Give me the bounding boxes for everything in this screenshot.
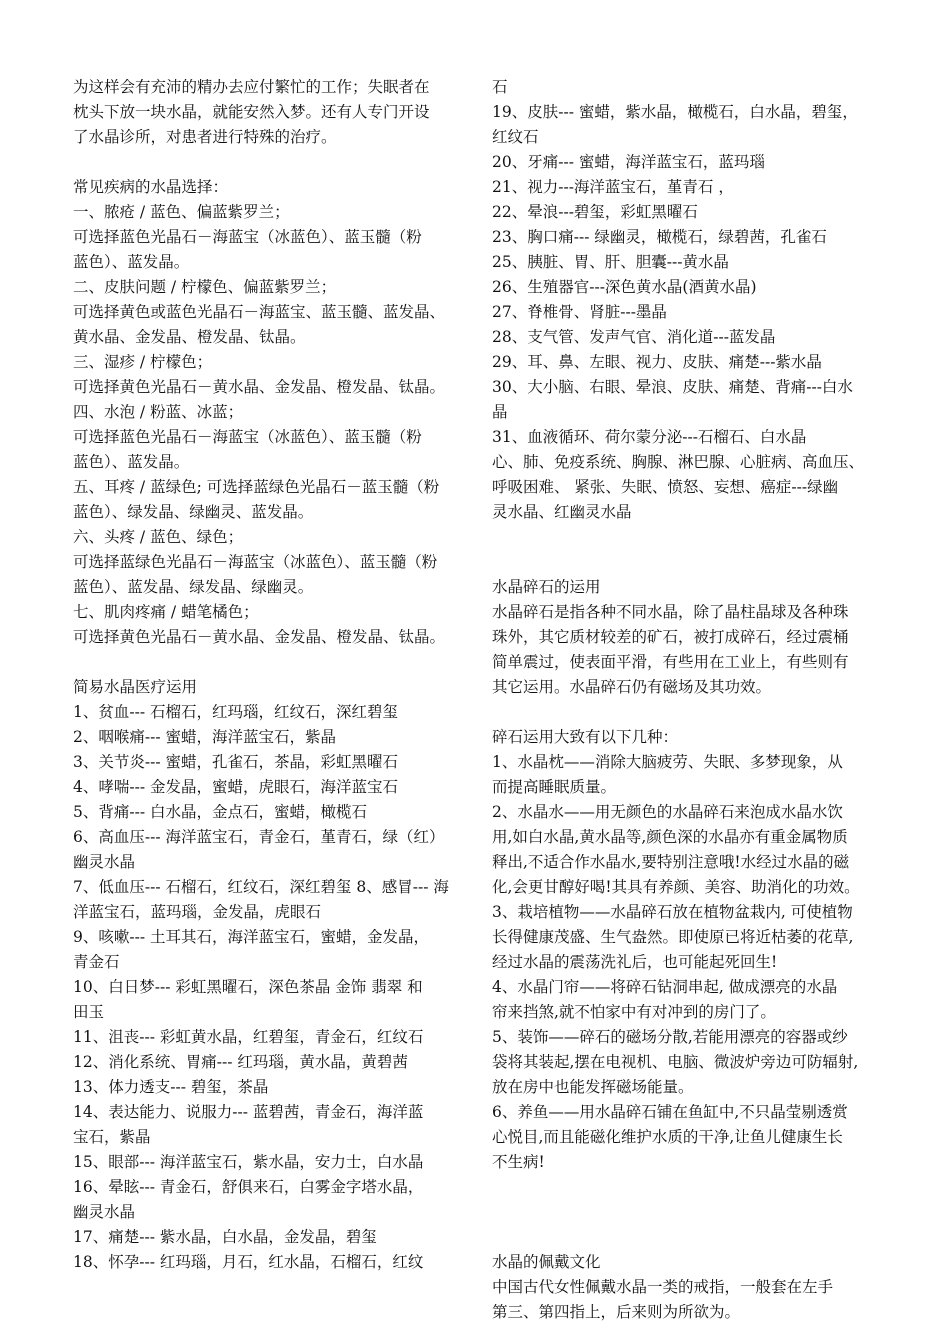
text-line: 呼吸困难、 紧张、失眠、愤怒、妄想、癌症---绿幽 [492, 478, 839, 496]
blank-line [73, 150, 463, 175]
text-line: 16、晕眩--- 青金石，舒俱来石，白雾金字塔水晶， [73, 1178, 424, 1196]
text-line: 石 [492, 78, 508, 96]
text-line: 28、支气管、发声气官、消化道---蓝发晶 [492, 328, 776, 346]
text-line: 一、脓疮 / 蓝色、偏蓝紫罗兰； [73, 203, 290, 221]
text-line: 心悦目,而且能磁化维护水质的干净,让鱼儿健康生长 [492, 1128, 843, 1146]
text-line: 放在房中也能发挥磁场能量。 [492, 1078, 694, 1096]
text-line: 黄水晶、金发晶、橙发晶、钛晶。 [73, 328, 306, 346]
text-line: 化,会更甘醇好喝!其具有养颜、美容、助消化的功效。 [492, 878, 860, 896]
text-line: 2、水晶水——用无颜色的水晶碎石来泡成水晶水饮 [492, 803, 843, 821]
text-line: 七、肌肉疼痛 / 蜡笔橘色； [73, 603, 259, 621]
blank-line [492, 1200, 884, 1225]
text-line: 长得健康茂盛、生气盎然。即使原已将近枯萎的花草, [492, 928, 854, 946]
text-line: 3、栽培植物——水晶碎石放在植物盆栽内, 可使植物 [492, 903, 853, 921]
text-line: 23、胸口痛--- 绿幽灵，橄榄石，绿碧茜，孔雀石 [492, 228, 827, 246]
text-line: 蓝色）、绿发晶、绿幽灵、蓝发晶。 [73, 503, 314, 521]
text-line: 22、晕浪---碧玺，彩虹黑曜石 [492, 203, 698, 221]
text-line: 25、胰脏、胃、肝、胆囊---黄水晶 [492, 253, 729, 271]
text-line: 27、脊椎骨、肾脏---墨晶 [492, 303, 667, 321]
text-line: 17、痛楚--- 紫水晶，白水晶，金发晶，碧玺 [73, 1228, 377, 1246]
blank-line [492, 525, 884, 550]
blank-line [492, 1225, 884, 1250]
text-line: 幽灵水晶 [73, 1203, 136, 1221]
text-line: 蓝色）、蓝发晶、绿发晶、绿幽灵。 [73, 578, 314, 596]
text-line: 30、大小脑、右眼、晕浪、皮肤、痛楚、背痛---白水 [492, 378, 853, 396]
text-line: 可选择蓝绿色光晶石－海蓝宝（冰蓝色）、蓝玉髓（粉 [73, 553, 438, 571]
text-line: 蓝色）、蓝发晶。 [73, 253, 190, 271]
text-line: 水晶碎石是指各种不同水晶，除了晶柱晶球及各种珠 [492, 603, 849, 621]
text-line: 晶 [492, 403, 508, 421]
text-line: 9、咳嗽--- 土耳其石，海洋蓝宝石，蜜蜡，金发晶， [73, 928, 430, 946]
text-line: 19、皮肤--- 蜜蜡，紫水晶，橄榄石，白水晶，碧玺， [492, 103, 858, 121]
text-line: 15、眼部--- 海洋蓝宝石，紫水晶，安力士，白水晶 [73, 1153, 424, 1171]
blank-line [492, 700, 884, 725]
text-line: 蓝色）、蓝发晶。 [73, 453, 190, 471]
text-line: 第三、第四指上，后来则为所欲为。 [492, 1303, 741, 1321]
text-line: 而提高睡眠质量。 [492, 778, 617, 796]
text-line: 5、背痛--- 白水晶，金点石，蜜蜡，橄榄石 [73, 803, 368, 821]
text-line: 21、视力---海洋蓝宝石，堇青石 ， [492, 178, 734, 196]
text-line: 中国古代女性佩戴水晶一类的戒指，一般套在左手 [492, 1278, 834, 1296]
text-line: 可选择黄色或蓝色光晶石－海蓝宝、蓝玉髓、蓝发晶、 [73, 303, 446, 321]
text-line: 心、肺、免疫系统、胸腺、淋巴腺、心脏病、高血压、 [492, 453, 865, 471]
text-line: 释出,不适合作水晶水,要特别注意哦!水经过水晶的磁 [492, 853, 850, 871]
text-line: 水晶的佩戴文化 [492, 1253, 601, 1271]
blank-line [492, 550, 884, 575]
text-line: 可选择黄色光晶石－黄水晶、金发晶、橙发晶、钛晶。 [73, 378, 446, 396]
text-line: 26、生殖器官---深色黄水晶(酒黄水晶) [492, 278, 757, 296]
text-line: 碎石运用大致有以下几种： [492, 728, 679, 746]
left-column [73, 75, 463, 1275]
text-line: 简单震过，使表面平滑，有些用在工业上，有些则有 [492, 653, 849, 671]
text-line: 31、血液循环、荷尔蒙分泌---石榴石、白水晶 [492, 428, 807, 446]
text-line: 简易水晶医疗运用 [73, 678, 198, 696]
text-line: 灵水晶、红幽灵水晶 [492, 503, 632, 521]
text-line: 珠外，其它质材较差的矿石，被打成碎石，经过震桶 [492, 628, 849, 646]
text-line: 洋蓝宝石，蓝玛瑙，金发晶，虎眼石 [73, 903, 322, 921]
text-line: 7、低血压--- 石榴石，红纹石，深红碧玺 8、感冒--- 海 [73, 878, 449, 896]
text-line: 10、白日梦--- 彩虹黑曜石，深色茶晶 金饰 翡翠 和 [73, 978, 423, 996]
text-line: 20、牙痛--- 蜜蜡，海洋蓝宝石，蓝玛瑙 [492, 153, 765, 171]
text-line: 五、耳疼 / 蓝绿色; 可选择蓝绿色光晶石－蓝玉髓（粉 [73, 478, 440, 496]
text-line: 经过水晶的震荡洗礼后，也可能起死回生! [492, 953, 778, 971]
text-line: 二、皮肤问题 / 柠檬色、偏蓝紫罗兰； [73, 278, 337, 296]
blank-line [73, 650, 463, 675]
text-line: 5、装饰——碎石的磁场分散,若能用漂亮的容器或纱 [492, 1028, 848, 1046]
text-line: 六、头疼 / 蓝色、绿色； [73, 528, 244, 546]
text-line: 不生病! [492, 1153, 545, 1171]
text-line: 常见疾病的水晶选择： [73, 178, 229, 196]
text-line: 11、沮丧--- 彩虹黄水晶，红碧玺，青金石，红纹石 [73, 1028, 424, 1046]
text-line: 宝石，紫晶 [73, 1128, 151, 1146]
text-line: 青金石 [73, 953, 120, 971]
blank-line [492, 1175, 884, 1200]
text-line: 红纹石 [492, 128, 539, 146]
text-line: 14、表达能力、说服力--- 蓝碧茜，青金石，海洋蓝 [73, 1103, 424, 1121]
text-line: 可选择蓝色光晶石－海蓝宝（冰蓝色）、蓝玉髓（粉 [73, 428, 422, 446]
text-line: 其它运用。水晶碎石仍有磁场及其功效。 [492, 678, 772, 696]
text-line: 13、体力透支--- 碧玺，茶晶 [73, 1078, 269, 1096]
text-line: 袋将其装起,摆在电视机、电脑、微波炉旁边可防辐射, [492, 1053, 859, 1071]
text-line: 可选择黄色光晶石－黄水晶、金发晶、橙发晶、钛晶。 [73, 628, 446, 646]
text-line: 用,如白水晶,黄水晶等,颜色深的水晶亦有重金属物质 [492, 828, 848, 846]
text-line: 三、湿疹 / 柠檬色； [73, 353, 213, 371]
text-line: 29、耳、鼻、左眼、视力、皮肤、痛楚---紫水晶 [492, 353, 822, 371]
text-line: 18、怀孕--- 红玛瑙，月石，红水晶，石榴石，红纹 [73, 1253, 424, 1271]
text-line: 帘来挡煞,就不怕家中有对冲到的房门了。 [492, 1003, 776, 1021]
text-line: 12、消化系统、胃痛--- 红玛瑙，黄水晶，黄碧茜 [73, 1053, 408, 1071]
text-line: 6、高血压--- 海洋蓝宝石，青金石，堇青石，绿（红） [73, 828, 445, 846]
text-line: 田玉 [73, 1003, 105, 1021]
text-line: 枕头下放一块水晶，就能安然入梦。还有人专门开设 [73, 103, 430, 121]
text-line: 1、贫血--- 石榴石，红玛瑙，红纹石，深红碧玺 [73, 703, 399, 721]
text-line: 了水晶诊所，对患者进行特殊的治疗。 [73, 128, 337, 146]
text-line: 2、咽喉痛--- 蜜蜡，海洋蓝宝石，紫晶 [73, 728, 337, 746]
text-line: 幽灵水晶 [73, 853, 136, 871]
right-column [492, 75, 884, 1325]
text-line: 四、水泡 / 粉蓝、冰蓝； [73, 403, 244, 421]
text-line: 1、水晶枕——消除大脑疲劳、失眠、多梦现象，从 [492, 753, 843, 771]
text-line: 可选择蓝色光晶石－海蓝宝（冰蓝色）、蓝玉髓（粉 [73, 228, 422, 246]
text-line: 3、关节炎--- 蜜蜡，孔雀石，茶晶，彩虹黑曜石 [73, 753, 399, 771]
text-line: 4、哮喘--- 金发晶，蜜蜡，虎眼石，海洋蓝宝石 [73, 778, 399, 796]
text-line: 6、养鱼——用水晶碎石铺在鱼缸中,不只晶莹剔透赏 [492, 1103, 848, 1121]
text-line: 4、水晶门帘——将碎石钻洞串起, 做成漂亮的水晶 [492, 978, 838, 996]
text-line: 水晶碎石的运用 [492, 578, 601, 596]
text-line: 为这样会有充沛的精办去应付繁忙的工作；失眠者在 [73, 78, 430, 96]
